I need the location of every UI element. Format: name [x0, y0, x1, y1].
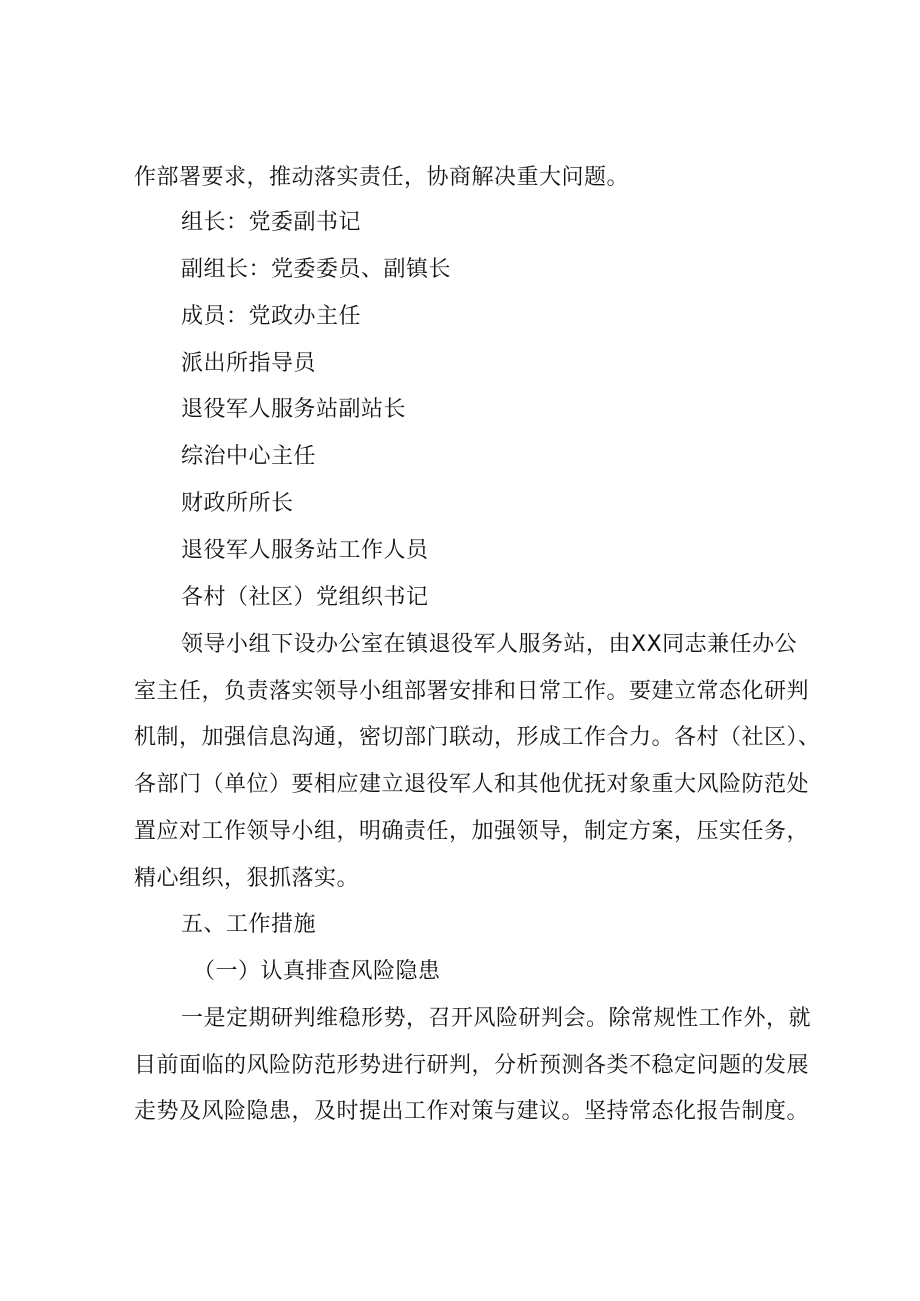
office-paragraph-line: 各部门（单位）要相应建立退役军人和其他优抚对象重大风险防范处: [134, 772, 810, 797]
member-line: 综治中心主任: [181, 444, 317, 469]
deputy-leader-line: 副组长：党委委员、副镇长: [181, 257, 452, 282]
paragraph-continuation: 作部署要求，推动落实责任，协商解决重大问题。: [134, 165, 630, 190]
member-line: 财政所所长: [181, 491, 294, 516]
measure-paragraph-line: 目前面临的风险防范形势进行研判，分析预测各类不稳定问题的发展: [134, 1053, 810, 1078]
office-paragraph-line: 置应对工作领导小组，明确责任，加强领导，制定方案，压实任务，: [134, 819, 810, 844]
leader-line: 组长：党委副书记: [181, 210, 362, 235]
measure-paragraph-line: 一是定期研判维稳形势，召开风险研判会。除常规性工作外，就: [181, 1006, 812, 1031]
office-paragraph-line: 室主任，负责落实领导小组部署安排和日常工作。要建立常态化研判: [134, 679, 810, 704]
member-line: 成员：党政办主任: [181, 304, 362, 329]
member-line: 退役军人服务站副站长: [181, 397, 407, 422]
office-paragraph-line: 精心组织，狠抓落实。: [134, 866, 360, 891]
member-line: 派出所指导员: [181, 351, 317, 376]
office-paragraph-line: 机制，加强信息沟通，密切部门联动，形成工作合力。各村（社区）、: [134, 725, 821, 750]
member-line: 退役军人服务站工作人员: [181, 538, 429, 563]
measure-paragraph-line: 走势及风险隐患，及时提出工作对策与建议。坚持常态化报告制度。: [134, 1099, 810, 1124]
member-line: 各村（社区）党组织书记: [181, 585, 429, 610]
section-heading: 五、工作措施: [181, 912, 317, 937]
office-paragraph-line: 领导小组下设办公室在镇退役军人服务站，由XX同志兼任办公: [181, 632, 798, 657]
subsection-heading: （一）认真排查风险隐患: [193, 959, 441, 984]
